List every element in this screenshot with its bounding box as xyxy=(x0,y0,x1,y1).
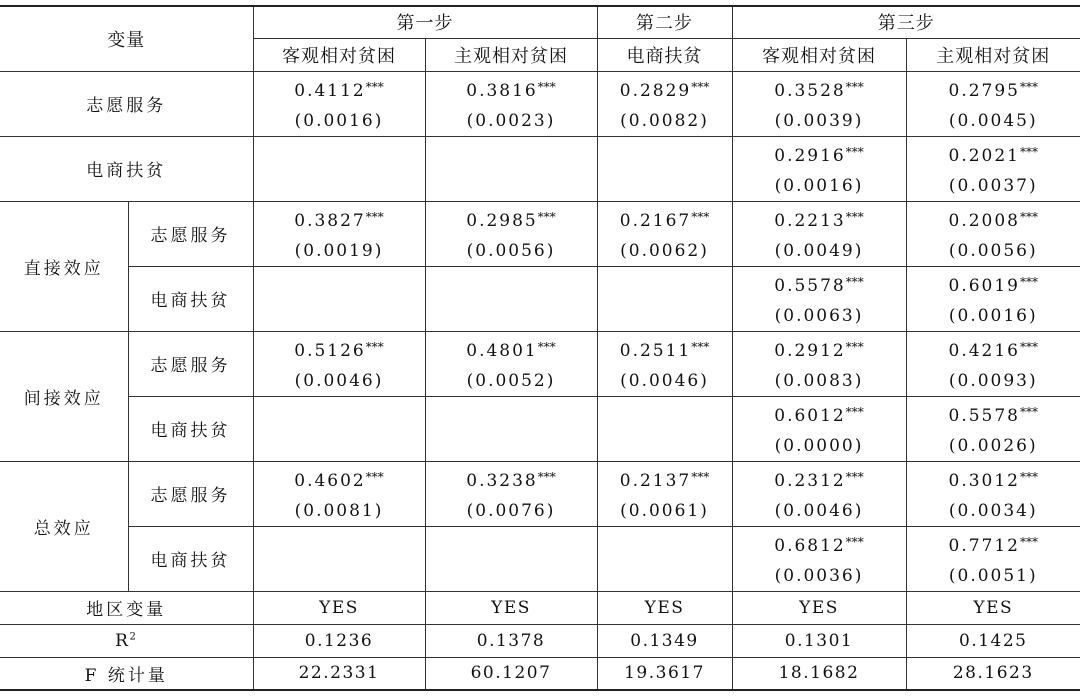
row-label-r2: $R^2$ xyxy=(0,624,253,657)
cell-empty xyxy=(425,266,597,331)
step2-header: 第二步 xyxy=(597,6,732,38)
variable-header: 变量 xyxy=(0,6,253,71)
row-label-volunteer: 志愿服务 xyxy=(0,71,253,136)
cell: YES xyxy=(425,591,597,624)
cell: 0.1378 xyxy=(425,624,597,657)
cell: 0.6019*** (0.0016) xyxy=(906,266,1080,331)
row-label-ecommerce: 电商扶贫 xyxy=(0,136,253,201)
cell: 0.2008*** (0.0056) xyxy=(906,201,1080,266)
table-row-region xyxy=(0,591,1080,624)
table-row-indirect-ecommerce xyxy=(0,396,1080,461)
table-row-direct-ecommerce xyxy=(0,266,1080,331)
cell: 0.1236 xyxy=(253,624,425,657)
cell: 60.1207 xyxy=(425,657,597,690)
cell: 22.2331 xyxy=(253,657,425,690)
row-label-region: 地区变量 xyxy=(0,591,253,624)
cell: 0.2916*** (0.0016) xyxy=(732,136,906,201)
cell-empty xyxy=(253,396,425,461)
row-label-ecommerce: 电商扶贫 xyxy=(128,526,253,591)
row-label-ecommerce: 电商扶贫 xyxy=(128,266,253,331)
cell: 0.3816*** (0.0023) xyxy=(425,71,597,136)
table-row-fstat xyxy=(0,657,1080,690)
row-label-volunteer: 志愿服务 xyxy=(128,331,253,396)
row-label-fstat: F 统计量 xyxy=(0,657,253,690)
cell: 0.4602*** (0.0081) xyxy=(253,461,425,526)
table-row-total-volunteer xyxy=(0,461,1080,526)
step3-objective-header: 客观相对贫困 xyxy=(732,38,906,71)
cell: 0.4801*** (0.0052) xyxy=(425,331,597,396)
cell: 0.2021*** (0.0037) xyxy=(906,136,1080,201)
step3-header: 第三步 xyxy=(732,6,1080,38)
cell: 0.4112*** (0.0016) xyxy=(253,71,425,136)
row-label-ecommerce: 电商扶贫 xyxy=(128,396,253,461)
table-row-direct-volunteer xyxy=(0,201,1080,266)
cell: 0.3238*** (0.0076) xyxy=(425,461,597,526)
cell: 0.3827*** (0.0019) xyxy=(253,201,425,266)
cell: YES xyxy=(732,591,906,624)
table-row-ecommerce xyxy=(0,136,1080,201)
cell: 0.1425 xyxy=(906,624,1080,657)
cell: 0.2795*** (0.0045) xyxy=(906,71,1080,136)
cell: 0.5578*** (0.0026) xyxy=(906,396,1080,461)
cell: 0.3528*** (0.0039) xyxy=(732,71,906,136)
cell: 0.1349 xyxy=(597,624,732,657)
group-label-indirect: 间接效应 xyxy=(0,331,128,461)
cell: 0.2312*** (0.0046) xyxy=(732,461,906,526)
cell-empty xyxy=(597,136,732,201)
cell-empty xyxy=(253,136,425,201)
header-row-steps xyxy=(0,6,1080,38)
cell: 0.6012*** (0.0000) xyxy=(732,396,906,461)
table-row-total-ecommerce xyxy=(0,526,1080,591)
cell: 0.7712*** (0.0051) xyxy=(906,526,1080,591)
group-label-direct: 直接效应 xyxy=(0,201,128,331)
cell: 0.2511*** (0.0046) xyxy=(597,331,732,396)
row-label-volunteer: 志愿服务 xyxy=(128,201,253,266)
cell: 0.6812*** (0.0036) xyxy=(732,526,906,591)
table-row-r2 xyxy=(0,624,1080,657)
step3-subjective-header: 主观相对贫困 xyxy=(906,38,1080,71)
cell: 0.2213*** (0.0049) xyxy=(732,201,906,266)
cell: 18.1682 xyxy=(732,657,906,690)
cell-empty xyxy=(597,396,732,461)
cell: YES xyxy=(906,591,1080,624)
cell: 0.5126*** (0.0046) xyxy=(253,331,425,396)
step1-header: 第一步 xyxy=(253,6,597,38)
cell: 0.2829*** (0.0082) xyxy=(597,71,732,136)
row-label-volunteer: 志愿服务 xyxy=(128,461,253,526)
cell: YES xyxy=(597,591,732,624)
cell-empty xyxy=(253,526,425,591)
cell: 28.1623 xyxy=(906,657,1080,690)
step2-ecommerce-header: 电商扶贫 xyxy=(597,38,732,71)
cell: 0.2912*** (0.0083) xyxy=(732,331,906,396)
group-label-total: 总效应 xyxy=(0,461,128,591)
cell-empty xyxy=(425,526,597,591)
cell: 0.4216*** (0.0093) xyxy=(906,331,1080,396)
cell: 0.2137*** (0.0061) xyxy=(597,461,732,526)
table-row-indirect-volunteer xyxy=(0,331,1080,396)
cell-empty xyxy=(425,396,597,461)
cell-empty xyxy=(597,266,732,331)
cell: 0.3012*** (0.0034) xyxy=(906,461,1080,526)
cell-empty xyxy=(597,526,732,591)
cell-empty xyxy=(253,266,425,331)
cell: 0.1301 xyxy=(732,624,906,657)
cell: YES xyxy=(253,591,425,624)
cell: 0.5578*** (0.0063) xyxy=(732,266,906,331)
cell: 0.2167*** (0.0062) xyxy=(597,201,732,266)
regression-results-table xyxy=(0,5,1080,691)
step1-subjective-header: 主观相对贫困 xyxy=(425,38,597,71)
cell: 19.3617 xyxy=(597,657,732,690)
step1-objective-header: 客观相对贫困 xyxy=(253,38,425,71)
cell-empty xyxy=(425,136,597,201)
table-row-volunteer xyxy=(0,71,1080,136)
cell: 0.2985*** (0.0056) xyxy=(425,201,597,266)
